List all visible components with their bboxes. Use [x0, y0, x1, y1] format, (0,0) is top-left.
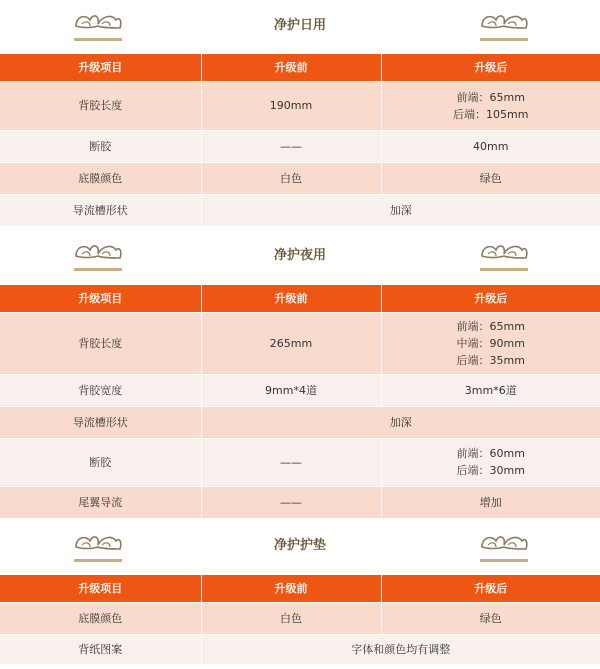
column-header: 升级项目 [0, 285, 201, 312]
after-line: 前端：65mm [456, 90, 525, 104]
item-cell: 背纸图案 [0, 634, 201, 664]
column-header: 升级项目 [0, 54, 201, 81]
table-row [0, 312, 600, 374]
comparison-table [0, 54, 600, 226]
comparison-table [0, 285, 600, 518]
column-header: 升级后 [381, 285, 600, 312]
column-header: 升级后 [381, 54, 600, 81]
merged-cell: 加深 [201, 194, 600, 226]
after-cell [381, 312, 600, 374]
after-cell: 增加 [381, 486, 600, 518]
table-header-row [0, 54, 600, 81]
column-header: 升级前 [201, 54, 381, 81]
section-title: 净护日用 [273, 18, 326, 33]
column-header: 升级后 [381, 575, 600, 602]
after-cell: 绿色 [381, 602, 600, 634]
before-cell: 9mm*4道 [201, 374, 381, 406]
item-cell: 断胶 [0, 130, 201, 162]
after-line: 后端：105mm [453, 107, 529, 121]
item-cell: 背胶长度 [0, 81, 201, 130]
after-cell [381, 438, 600, 486]
before-cell: 265mm [201, 312, 381, 374]
section-title: 净护夜用 [273, 248, 326, 263]
mustache-ornament-icon [478, 527, 530, 567]
item-cell: 尾翼导流 [0, 486, 201, 518]
table-row [0, 634, 600, 664]
table-row [0, 602, 600, 634]
after-cell: 40mm [381, 130, 600, 162]
after-cell: 3mm*6道 [381, 374, 600, 406]
after-cell: 绿色 [381, 162, 600, 194]
after-line: 中端：90mm [456, 336, 525, 350]
table-row [0, 438, 600, 486]
table-header-row [0, 575, 600, 602]
before-cell: 白色 [201, 162, 381, 194]
comparison-table [0, 575, 600, 664]
section-header [0, 518, 600, 575]
table-row [0, 374, 600, 406]
before-cell: —— [201, 486, 381, 518]
section-header [0, 226, 600, 285]
after-cell [381, 81, 600, 130]
table-header-row [0, 285, 600, 312]
table-row [0, 194, 600, 226]
table-row [0, 406, 600, 438]
before-cell: 白色 [201, 602, 381, 634]
table-row [0, 81, 600, 130]
section-header [0, 0, 600, 54]
table-row [0, 130, 600, 162]
table-row [0, 162, 600, 194]
table-row [0, 486, 600, 518]
after-line: 前端：65mm [456, 319, 525, 333]
item-cell: 导流槽形状 [0, 406, 201, 438]
before-cell: 190mm [201, 81, 381, 130]
item-cell: 底膜颜色 [0, 602, 201, 634]
after-line: 后端：30mm [456, 464, 525, 477]
item-cell: 断胶 [0, 438, 201, 486]
after-line: 前端：60mm [456, 447, 525, 460]
column-header: 升级项目 [0, 575, 201, 602]
merged-cell: 字体和颜色均有调整 [201, 634, 600, 664]
section-title: 净护护垫 [273, 538, 326, 553]
column-header: 升级前 [201, 285, 381, 312]
mustache-ornament-icon [478, 236, 530, 276]
merged-cell: 加深 [201, 406, 600, 438]
before-cell: —— [201, 438, 381, 486]
item-cell: 背胶长度 [0, 312, 201, 374]
after-line: 后端：35mm [456, 353, 525, 367]
mustache-ornament-icon [478, 6, 530, 46]
column-header: 升级前 [201, 575, 381, 602]
before-cell: —— [201, 130, 381, 162]
item-cell: 背胶宽度 [0, 374, 201, 406]
item-cell: 导流槽形状 [0, 194, 201, 226]
item-cell: 底膜颜色 [0, 162, 201, 194]
